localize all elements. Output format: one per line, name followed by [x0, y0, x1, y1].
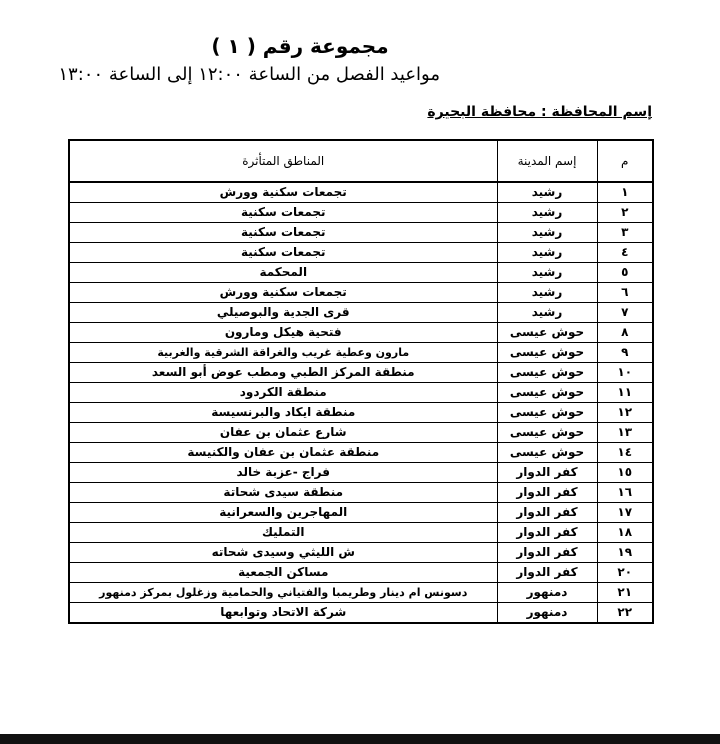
- row-city-cell: كفر الدوار: [497, 543, 597, 563]
- row-number-cell: ١: [597, 182, 653, 203]
- governorate-label: إسم المحافظة : محافظة البحيرة: [427, 104, 652, 120]
- table-row: [69, 263, 653, 283]
- row-number-cell: ١٦: [597, 483, 653, 503]
- table-row: [69, 283, 653, 303]
- table-row: [69, 443, 653, 463]
- row-number-cell: ٨: [597, 323, 653, 343]
- table-row: [69, 583, 653, 603]
- table-row: [69, 182, 653, 203]
- row-city-cell: كفر الدوار: [497, 503, 597, 523]
- row-area-cell: دسونس ام دينار وطريمبا والفتياني والحمامية وزغلول بمركز دمنهور: [69, 583, 497, 603]
- row-number-cell: ٩: [597, 343, 653, 363]
- row-area-cell: تجمعات سكنية وورش: [69, 182, 497, 203]
- schedule-table: [68, 139, 654, 624]
- row-area-cell: التمليك: [69, 523, 497, 543]
- row-city-cell: رشيد: [497, 263, 597, 283]
- header-areas: المناطق المتأثرة: [69, 140, 497, 182]
- table-row: [69, 423, 653, 443]
- table-row: [69, 403, 653, 423]
- row-city-cell: حوش عيسى: [497, 383, 597, 403]
- table-row: [69, 363, 653, 383]
- row-area-cell: مارون وعطية غريب والغراقة الشرقية والغربية: [69, 343, 497, 363]
- row-area-cell: المهاجرين والسعرانية: [69, 503, 497, 523]
- row-city-cell: كفر الدوار: [497, 523, 597, 543]
- header-city: إسم المدينة: [497, 140, 597, 182]
- row-area-cell: منطقة الكردود: [69, 383, 497, 403]
- row-number-cell: ٢١: [597, 583, 653, 603]
- row-area-cell: منطقة المركز الطبي ومطب عوض أبو السعد: [69, 363, 497, 383]
- row-area-cell: المحكمة: [69, 263, 497, 283]
- table-row: [69, 543, 653, 563]
- row-area-cell: قرى الجدية والبوصيلي: [69, 303, 497, 323]
- table-row: [69, 203, 653, 223]
- row-city-cell: رشيد: [497, 182, 597, 203]
- row-number-cell: ١٨: [597, 523, 653, 543]
- schedule-time-subtitle: مواعيد الفصل من الساعة ١٢:٠٠ إلى الساعة ١٣:٠٠: [58, 64, 440, 85]
- table-row: [69, 463, 653, 483]
- schedule-table-container: [68, 139, 652, 624]
- row-number-cell: ٢٠: [597, 563, 653, 583]
- row-city-cell: رشيد: [497, 223, 597, 243]
- table-row: [69, 343, 653, 363]
- row-number-cell: ٣: [597, 223, 653, 243]
- row-area-cell: تجمعات سكنية: [69, 203, 497, 223]
- row-city-cell: رشيد: [497, 203, 597, 223]
- row-city-cell: رشيد: [497, 283, 597, 303]
- table-row: [69, 523, 653, 543]
- table-row: [69, 563, 653, 583]
- row-city-cell: دمنهور: [497, 583, 597, 603]
- row-area-cell: فتحية هيكل ومارون: [69, 323, 497, 343]
- row-area-cell: منطقة عثمان بن عفان والكنيسة: [69, 443, 497, 463]
- row-area-cell: مساكن الجمعية: [69, 563, 497, 583]
- row-number-cell: ٤: [597, 243, 653, 263]
- table-row: [69, 483, 653, 503]
- row-number-cell: ٥: [597, 263, 653, 283]
- row-city-cell: كفر الدوار: [497, 463, 597, 483]
- row-city-cell: كفر الدوار: [497, 483, 597, 503]
- row-area-cell: ش الليثي وسيدى شحاته: [69, 543, 497, 563]
- table-row: [69, 503, 653, 523]
- table-row: [69, 223, 653, 243]
- row-area-cell: شركة الاتحاد وتوابعها: [69, 603, 497, 624]
- row-city-cell: حوش عيسى: [497, 363, 597, 383]
- row-number-cell: ١٢: [597, 403, 653, 423]
- row-number-cell: ٢٢: [597, 603, 653, 624]
- row-area-cell: منطقة سيدى شحاتة: [69, 483, 497, 503]
- table-row: [69, 303, 653, 323]
- row-city-cell: دمنهور: [497, 603, 597, 624]
- row-number-cell: ١٥: [597, 463, 653, 483]
- row-city-cell: رشيد: [497, 303, 597, 323]
- row-number-cell: ١١: [597, 383, 653, 403]
- row-number-cell: ٧: [597, 303, 653, 323]
- row-city-cell: حوش عيسى: [497, 343, 597, 363]
- row-number-cell: ١٤: [597, 443, 653, 463]
- row-city-cell: حوش عيسى: [497, 423, 597, 443]
- row-area-cell: تجمعات سكنية: [69, 243, 497, 263]
- table-row: [69, 243, 653, 263]
- table-row: [69, 323, 653, 343]
- row-area-cell: تجمعات سكنية وورش: [69, 283, 497, 303]
- row-number-cell: ٦: [597, 283, 653, 303]
- row-city-cell: حوش عيسى: [497, 403, 597, 423]
- row-city-cell: حوش عيسى: [497, 323, 597, 343]
- row-city-cell: كفر الدوار: [497, 563, 597, 583]
- row-area-cell: تجمعات سكنية: [69, 223, 497, 243]
- table-row: [69, 383, 653, 403]
- row-number-cell: ١٧: [597, 503, 653, 523]
- row-city-cell: رشيد: [497, 243, 597, 263]
- header-number: م: [597, 140, 653, 182]
- row-area-cell: شارع عثمان بن عفان: [69, 423, 497, 443]
- page-title: مجموعة رقم ( ١ ): [211, 34, 389, 58]
- row-number-cell: ١٣: [597, 423, 653, 443]
- row-area-cell: فراج -عزبة خالد: [69, 463, 497, 483]
- table-body: [69, 182, 653, 623]
- bottom-edge-bar: [0, 734, 720, 744]
- row-area-cell: منطقة ايكاد والبرنسيسة: [69, 403, 497, 423]
- row-number-cell: ٢: [597, 203, 653, 223]
- row-number-cell: ١٩: [597, 543, 653, 563]
- table-row: [69, 603, 653, 624]
- row-number-cell: ١٠: [597, 363, 653, 383]
- table-header-row: [69, 140, 653, 182]
- row-city-cell: حوش عيسى: [497, 443, 597, 463]
